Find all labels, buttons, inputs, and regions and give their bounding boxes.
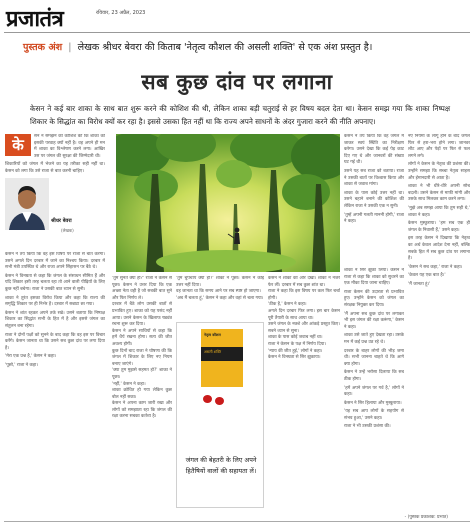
paragraph: राजा ने दोनों पक्षों को सुनने के बाद कहा कि वह इस पर विचार करेंगे। केसन जानता था कि उसने सब कुछ दांव पर लगा दिया है। [5, 332, 105, 351]
paragraph: दरबार के बाहर लोगों की भीड़ जमा थी। सभी जानना चाहते थे कि आगे क्या होगा। [344, 348, 404, 367]
paragraph: 'ठीक है,' केसन ने कहा। [268, 302, 307, 308]
book-box [176, 322, 264, 508]
paragraph: सबने ध्यान से सुना। [268, 328, 300, 334]
column-1-top [5, 134, 105, 174]
column-2 [112, 276, 172, 512]
paragraph: 'न्याय की जीत हुई,' लोगों ने कहा। [268, 348, 323, 354]
column-mid-right [268, 276, 340, 512]
masthead-title: प्रजातंत्र [6, 6, 64, 32]
paragraph: 'क्या तुम मुझसे सहमत हो?' शाका ने पूछा। [112, 368, 172, 380]
author-role: (लेखक) [61, 228, 74, 233]
author-photo [5, 178, 49, 230]
paragraph: राजा ने कहा कि इस विषय पर कल फिर चर्चा होगी। [268, 289, 340, 301]
paragraph: दरबार में बैठे लोग उसकी बातों से प्रभावित हुए। शाका को यह पसंद नहीं आया। उसने केसन के खिलाफ षड्यंत्र रचना शुरू कर दिया। [112, 302, 172, 328]
paragraph: लोगों ने केसन के नेतृत्व की प्रशंसा की। उन्होंने समझा कि सच्चा नेतृत्व साहस और ईमानदारी से आता है। [408, 162, 470, 181]
paragraph: केसन ने तय किया कि वह इस विषय पर राजा से बात करेगा। उसने अगले दिन दरबार में जाने का निश्चय किया। दरबार में सभी मंत्री उपस्थित थे और राजा अपने सिंहासन पर बैठे थे। [5, 252, 105, 271]
bottom-rule [4, 521, 470, 522]
column-3-bottom [344, 268, 404, 512]
paragraph: 'हमें अपने जंगल पर गर्व है,' लोगों ने कहा। [344, 385, 404, 398]
forest-illustration [116, 134, 340, 272]
paragraph: केसन ने अपने साथियों से कहा कि हमें धैर्य रखना होगा। सत्य की जीत अवश्य होगी। [112, 328, 172, 347]
paragraph: कुछ दिनों बाद राजा ने घोषणा की कि जंगल में शिकार के लिए नए नियम बनाए जाएंगे। [112, 348, 172, 367]
paragraph: शाका ने तुरंत इसका विरोध किया और कहा कि राज्य की समृद्धि शिकार पर ही निर्भर है। दरबार में सन्नाटा छा गया। [5, 295, 105, 308]
paragraph: 'मैं अपना सब कुछ दांव पर लगाकर भी इस जंगल की रक्षा करूंगा,' केसन ने कहा। [344, 311, 404, 330]
paragraph: राजा ने केसन के पक्ष में निर्णय दिया। [268, 341, 327, 347]
author-name: श्रीधर बेवरा [51, 218, 72, 224]
paragraph: वह जानता था कि समय आने पर सब स्पष्ट हो जाएगा। [176, 289, 261, 295]
paragraph: 'मैं जानता हूं।' [408, 281, 431, 287]
paragraph: केसन मुस्कुराया। 'हम सब एक ही जंगल के निवासी हैं,' उसने कहा। [408, 221, 470, 233]
paragraph: केसन ने सिर हिलाया और मुस्कुराया। [344, 400, 402, 406]
book-caption: जंगल की बेहतरी के लिए अपने हितैषियों वालों की सहायता लें। [185, 456, 257, 475]
paragraph: अगले दिन दरबार फिर लगा। इस बार केसन पूरी तैयारी के साथ आया था। [268, 308, 340, 321]
paragraph: शाका क्रोधित हो गया लेकिन कुछ बोल नहीं सका। [112, 388, 172, 400]
dropcap: के [5, 134, 31, 156]
paragraph: केसन ने उन्हें भरोसा दिलाया कि सब ठीक होगा। [344, 370, 404, 382]
book-cover-subtitle: असली शक्ति [204, 350, 222, 354]
column-mid-top [176, 276, 264, 318]
kicker-text: लेखक श्रीधर बेवरा की किताब 'नेतृत्व कौशल की असली शक्ति' से एक अंश प्रस्तुत है। [77, 42, 373, 53]
paragraph: केसन ने अपना काम जारी रखा और लोगों को समझाता रहा कि जंगल की रक्षा करना सबका कर्तव्य है। [112, 401, 172, 420]
paragraph: 'मुझे अब समझ आया कि तुम सही थे,' शाका ने कहा। [408, 205, 470, 218]
paragraph: नए नियमों के लागू होने के बाद जंगल फिर से हरा-भरा होने लगा। जानवर लौट आए और पेड़ों पर फिर से फल लगने लगे। [408, 134, 470, 159]
headline: सब कुछ दांव पर लगाना [141, 70, 333, 94]
paragraph: शाका के पास कोई उत्तर नहीं था। उसने बहाने बनाने की कोशिश की लेकिन राजा ने उसकी एक न सुनी। [344, 190, 404, 209]
paragraph: शिकारियों को जंगल में भेजने का यह तरीका सही नहीं था। केसन को लगा कि उसे राजा से बात करनी चाहिए। [5, 162, 105, 174]
paragraph: 'तुम्हें अपनी गलती माननी होगी,' राजा ने कहा। [344, 212, 404, 225]
paragraph: सन ने समझने की कोशिश की कि शाका को इसकी परवाह क्यों नहीं है। वह अपने ही मन में शाका का विश्लेषण करने लगा। आखिर उस पर जंगल की सुरक्षा की जिम्मेदारी थी। [34, 134, 105, 159]
column-4 [408, 134, 470, 510]
column-1-bottom [5, 252, 105, 512]
paragraph: शाका उसे जाते हुए देखता रहा। उसके मन में कई प्रश्न उठ रहे थे। [344, 333, 404, 345]
paragraph: केसन ने शांत रहकर अपने तर्क रखे। उसने बताया कि निष्पक्ष शिकार का सिद्धांत सभी के हित में है और इससे जंगल का संतुलन बना रहेगा। [5, 310, 105, 329]
kicker-tag: पुस्तक अंश [23, 42, 63, 53]
paragraph: 'अब मैं चलता हूं,' केसन ने कहा और वहां से चला गया। [176, 295, 264, 301]
paragraph: 'केसन ने सच कहा,' राजा ने कहा। [408, 264, 463, 270]
paragraph: राजा केसन की उदारता से प्रभावित हुए। उन्होंने केसन को जंगल का संरक्षक नियुक्त कर दिया। [344, 289, 404, 308]
paragraph: 'तुम सुनते क्यों हो?' राजा ने केसन से पूछा। केसन ने उत्तर दिया कि एक अच्छा नेता वही है जो सबकी बात सुने और फिर निर्णय ले। [112, 276, 172, 301]
paragraph: 'केवल यह एक बात है।' [408, 273, 446, 279]
paragraph: केसन ने विनम्रता से सिर झुकाया। [268, 355, 321, 361]
kicker-separator: | [68, 42, 72, 53]
paragraph: शाका के पास कोई जवाब नहीं था। [268, 335, 323, 341]
book-cover [201, 329, 243, 387]
paragraph: केसन ने तय किया कि वह जंगल में जाकर स्वयं स्थिति का निरीक्षण करेगा। उसने देखा कि कई पेड़ काट दिए गए थे और जानवरों की संख्या घट गई थी। [344, 134, 404, 166]
paragraph: उसने जंगल के नक्शे और आंकड़े प्रस्तुत किए। [268, 322, 340, 328]
kicker [23, 40, 372, 53]
paragraph: शाका ने भी धीरे-धीरे अपनी सोच बदली। उसने केसन से माफी मांगी और उसके साथ मिलकर काम करने लगा। [408, 184, 470, 203]
column-3-top [344, 134, 404, 264]
paragraph: केसन ने विनम्रता से कहा कि जंगल के संसाधन सीमित हैं और यदि शिकार इसी तरह चलता रहा तो आने वाली पीढ़ियों के लिए कुछ नहीं बचेगा। राजा ने उसकी बात ध्यान से सुनी। [5, 273, 105, 292]
top-rule [4, 32, 470, 33]
paragraph: 'यह सब आप लोगों के सहयोग से संभव हुआ,' उसने कहा। [344, 409, 404, 421]
paragraph: 'नहीं,' केसन ने कहा। [112, 381, 146, 387]
paragraph: 'मेरा एक प्रश्न है,' केसन ने कहा। [5, 354, 57, 360]
paragraph: 'तुम चुपचाप क्यों हो?' शाका ने पूछा। केसन ने कोई उत्तर नहीं दिया। [176, 276, 264, 288]
standfirst: केसन ने कई बार शाका के साथ बात शुरू करने की कोशिश की थी, लेकिन शाका बड़ी चतुराई से हर विषय बदल देता था। केसन समझ गया कि शाका निष्पक्ष शिकार के सिद्धांत का विरोध क्यों कर रहा है। इससे उसका हित नहीं था कि राज्य अपने साधनों के अंदर गुजारा करने की नीति अपनाए। [30, 104, 450, 126]
paragraph: केसन ने शाका की ओर देखा। शाका ने नजरें फेर लीं। दरबार में सब कुछ शांत था। [268, 276, 340, 288]
book-cover-title: नेतृत्व कौशल [204, 333, 221, 337]
apple-icon [215, 397, 224, 405]
masthead-date: रविवार, 23 अप्रैल, 2023 [96, 10, 146, 16]
credit-line: - (पुस्तक प्रकाशक: प्रभात) [404, 515, 448, 520]
paragraph: 'पूछो,' राजा ने कहा। [5, 362, 38, 368]
paragraph: इस तरह केसन ने दिखाया कि नेतृत्व का अर्थ केवल आदेश देना नहीं, बल्कि सबके हित में सब कुछ दांव पर लगाना है। [408, 236, 470, 262]
paragraph: उसने यह सब राजा को बताया। राजा ने उसकी बातों पर विश्वास किया और शाका से जवाब मांगा। [344, 168, 404, 188]
apple-icon [203, 395, 212, 403]
author-box [3, 176, 89, 248]
paragraph: शाका ने सिर झुका लिया। केसन ने राजा से कहा कि शाका को सुधरने का एक मौका दिया जाना चाहिए। [344, 268, 404, 287]
paragraph: राजा ने भी उसकी प्रशंसा की। [344, 424, 391, 430]
